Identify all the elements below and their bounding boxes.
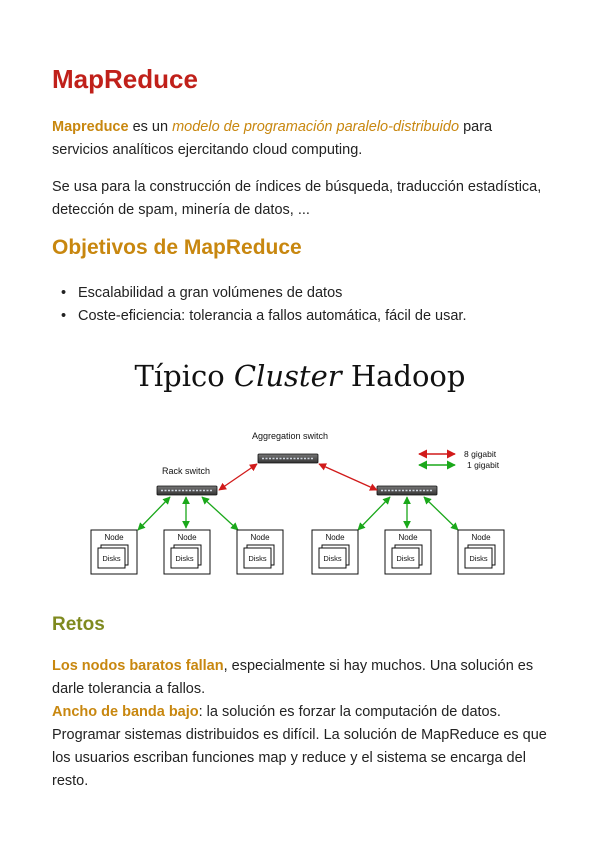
node-group [91,530,137,574]
rack-switch-left-icon [157,486,217,495]
figure-title [0,359,600,393]
node-link-arrow [138,497,170,530]
challenge-1-paragraph [52,655,552,701]
figure-title-suffix: Hadoop [341,359,466,393]
list-item [58,305,466,328]
disks-label: Disks [102,554,121,563]
intro-emphasis-link[interactable]: modelo de programación paralelo-distribuido [172,119,460,135]
disks-label: Disks [396,554,415,563]
objectives-heading: Objetivos de MapReduce [52,236,302,259]
challenge-1-keyword: Los nodos baratos fallan [52,658,224,674]
rack-switch-right-icon [377,486,437,495]
node-label: Node [471,533,491,542]
page-title: MapReduce [52,64,198,94]
disks-label: Disks [175,554,194,563]
node-group [312,530,358,574]
rack-switch-label: Rack switch [161,466,211,476]
intro-paragraph [52,116,552,162]
intro-keyword: Mapreduce [52,119,129,135]
node-label: Node [104,533,124,542]
node-label: Node [177,533,197,542]
node-group [164,530,210,574]
figure-title-prefix: Típico [134,359,234,393]
disks-label: Disks [323,554,342,563]
bullet-icon: • [61,308,67,324]
uplink-left-arrow [219,464,257,490]
bullet-icon: • [61,285,67,301]
node-group [458,530,504,574]
disks-label: Disks [469,554,488,563]
list-item-text: Escalabilidad a gran volúmenes de datos [78,285,343,301]
uplink-right-arrow [319,464,377,490]
node-label: Node [398,533,418,542]
node-group [237,530,283,574]
node-link-arrow [424,497,458,530]
legend-green-label: 1 gigabit [467,460,500,470]
node-label: Node [250,533,270,542]
list-item-text: Coste-eficiencia: tolerancia a fallos automática, fácil de usar. [78,308,467,324]
aggregation-switch-label: Aggregation switch [251,431,329,441]
disks-label: Disks [248,554,267,563]
node-link-arrow [202,497,238,530]
challenge-1-text: , especialmente si hay muchos. Una solución es darle tolerancia a fallos. [52,658,534,697]
challenge-2-text: : la solución es forzar la computación de datos. Programar sistemas distribuidos es difícil. La solución de MapReduce es que los usuarios escriban funciones map y reduce y el sistema se encarga del resto. [52,704,547,789]
uses-paragraph: Se usa para la construcción de índices de búsqueda, traducción estadística, detección de spam, minería de datos, ... [52,179,542,218]
intro-text-1: es un [128,119,173,135]
hadoop-cluster-diagram [0,418,600,588]
node-link-arrow [358,497,390,530]
node-label: Node [325,533,345,542]
intro-text-2: para servicios analíticos ejercitando cloud computing. [52,119,493,158]
objectives-list [58,282,466,328]
challenges-heading: Retos [52,614,105,635]
challenge-2-keyword: Ancho de banda bajo [52,704,199,720]
aggregation-switch-icon [258,454,318,463]
challenge-2-paragraph [52,701,552,793]
figure-title-emphasis: Cluster [233,359,342,393]
list-item [58,282,466,305]
legend-red-label: 8 gigabit [464,449,497,459]
node-group [385,530,431,574]
